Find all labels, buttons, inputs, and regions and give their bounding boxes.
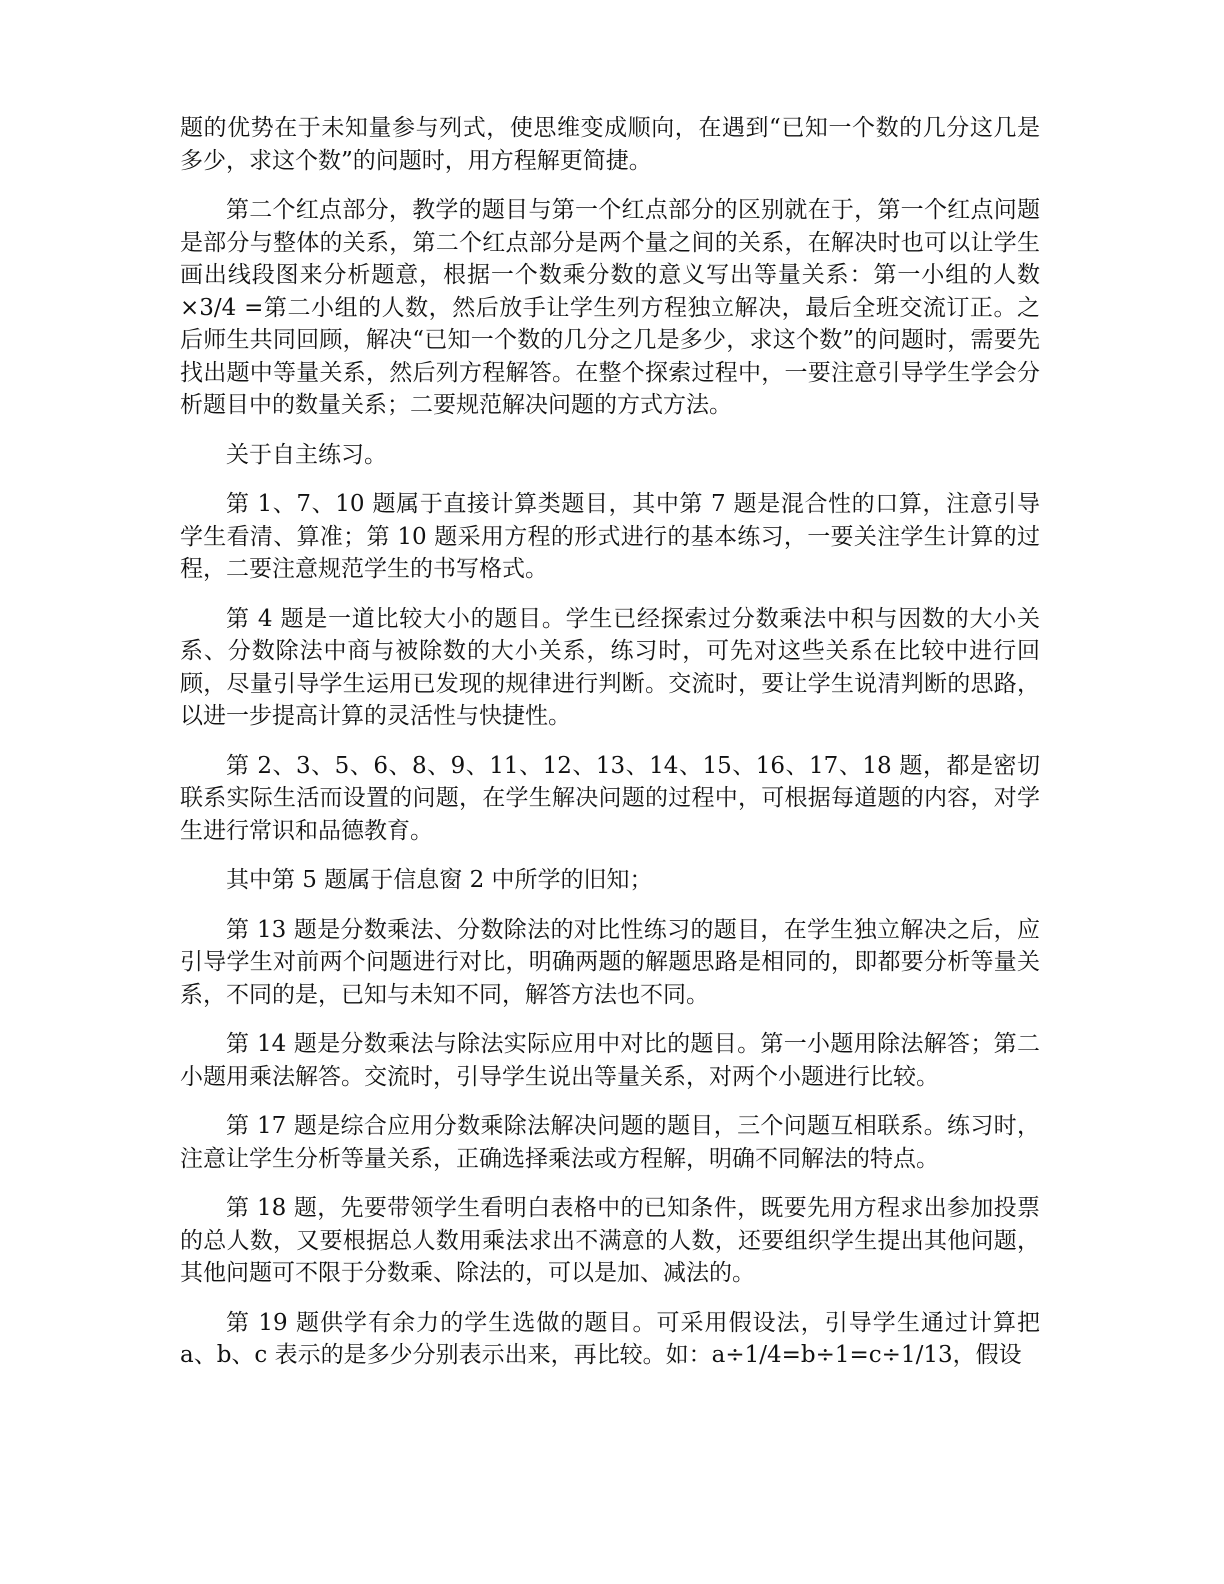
paragraph-second-red-dot: 第二个红点部分，教学的题目与第一个红点部分的区别就在于，第一个红点问题是部分与整体的关系，第二个红点部分是两个量之间的关系，在解决时也可以让学生画出线段图来分析题意，根据一个数乘分数的意义写出等量关系：第一小组的人数×3/4 =第二小组的人数，然后放手让学生列方程独立解决，最后全班交流订正。之后师生共同回顾，解决“已知一个数的几分之几是多少，求这个数”的问题时，需要先找出题中等量关系，然后列方程解答。在整个探索过程中，一要注意引导学生学会分析题目中的数量关系；二要规范解决问题的方式方法。: [180, 197, 1040, 418]
document-body: [180, 112, 1040, 1389]
paragraph-real-life-questions: 第 2、3、5、6、8、9、11、12、13、14、15、16、17、18 题，都是密切联系实际生活而设置的问题，在学生解决问题的过程中，可根据每道题的内容，对学生进行常识和品德教育。: [180, 752, 1040, 844]
paragraph-question-18: 第 18 题，先要带领学生看明白表格中的已知条件，既要先用方程求出参加投票的总人数，又要根据总人数用乘法求出不满意的人数，还要组织学生提出其他问题，其他问题可不限于分数乘、除法的，可以是加、减法的。: [180, 1195, 1040, 1286]
paragraph-equation-advantage: 题的优势在于未知量参与列式，使思维变成顺向，在遇到“已知一个数的几分这几是多少，求这个数”的问题时，用方程解更简捷。: [180, 115, 1040, 174]
paragraph-question-5: 其中第 5 题属于信息窗 2 中所学的旧知；: [226, 867, 653, 893]
paragraph-question-17: 第 17 题是综合应用分数乘除法解决问题的题目，三个问题互相联系。练习时，注意让学生分析等量关系，正确选择乘法或方程解，明确不同解法的特点。: [180, 1113, 1040, 1172]
paragraph-question-19: 第 19 题供学有余力的学生选做的题目。可采用假设法，引导学生通过计算把 a、b、c 表示的是多少分别表示出来，再比较。如：a÷1/4=b÷1=c÷1/13，假设: [180, 1309, 1040, 1368]
paragraph-question-14: 第 14 题是分数乘法与除法实际应用中对比的题目。第一小题用除法解答；第二小题用乘法解答。交流时，引导学生说出等量关系，对两个小题进行比较。: [180, 1031, 1040, 1090]
paragraph-questions-1-7-10: 第 1、7、10 题属于直接计算类题目，其中第 7 题是混合性的口算，注意引导学生看清、算准；第 10 题采用方程的形式进行的基本练习，一要关注学生计算的过程，二要注意规范学生的书写格式。: [180, 491, 1040, 582]
paragraph-self-practice-heading: 关于自主练习。: [226, 441, 387, 468]
paragraph-question-13: 第 13 题是分数乘法、分数除法的对比性练习的题目，在学生独立解决之后，应引导学生对前两个问题进行对比，明确两题的解题思路是相同的，即都要分析等量关系，不同的是，已知与未知不同，解答方法也不同。: [180, 916, 1040, 1008]
paragraph-question-4: 第 4 题是一道比较大小的题目。学生已经探索过分数乘法中积与因数的大小关系、分数除法中商与被除数的大小关系，练习时，可先对这些关系在比较中进行回顾，尽量引导学生运用已发现的规律进行判断。交流时，要让学生说清判断的思路，以进一步提高计算的灵活性与快捷性。: [180, 605, 1040, 729]
